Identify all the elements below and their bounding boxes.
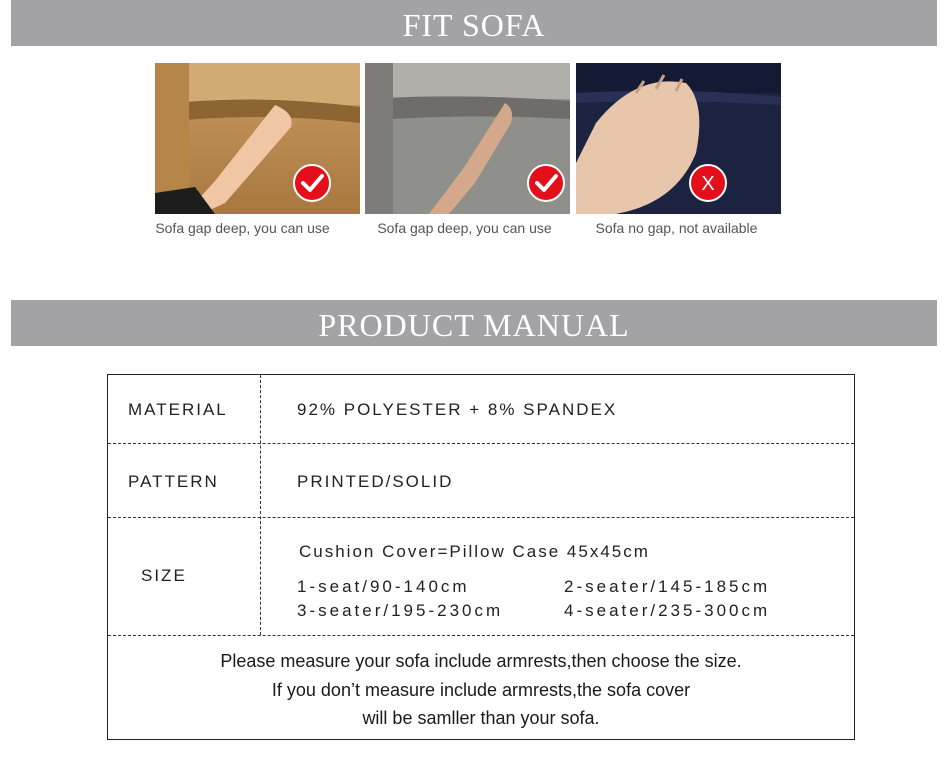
fit-example-photo-3: [576, 63, 781, 214]
fit-sofa-banner: [11, 0, 937, 46]
row-divider: [108, 635, 854, 636]
measure-note-line-1: Please measure your sofa include armrests,then choose the size.: [220, 651, 742, 671]
fit-caption-1: Sofa gap deep, you can use: [155, 220, 330, 236]
check-icon: [293, 164, 331, 202]
fit-example-photo-1: [155, 63, 360, 214]
column-divider: [260, 375, 261, 635]
cushion-size: Cushion Cover=Pillow Case 45x45cm: [299, 542, 650, 561]
svg-text:X: X: [701, 173, 715, 195]
check-icon: [527, 164, 565, 202]
size-option: 1-seat/90-140cm: [297, 577, 470, 596]
pattern-value: PRINTED/SOLID: [297, 472, 454, 491]
material-label: MATERIAL: [128, 400, 228, 419]
fit-sofa-title: FIT SOFA: [402, 7, 546, 43]
material-value: 92% POLYESTER + 8% SPANDEX: [297, 400, 618, 419]
row-divider: [108, 443, 854, 444]
size-option: 4-seater/235-300cm: [564, 601, 771, 620]
product-manual-table: [107, 374, 855, 740]
size-option: 3-seater/195-230cm: [297, 601, 504, 620]
size-option: 2-seater/145-185cm: [564, 577, 771, 596]
x-icon: [689, 164, 727, 202]
measure-note-line-2: If you don’t measure include armrests,the sofa cover: [271, 680, 691, 700]
fit-caption-3: Sofa no gap, not available: [595, 220, 758, 236]
fit-example-photo-2: [365, 63, 570, 214]
size-label: SIZE: [141, 566, 187, 585]
row-divider: [108, 517, 854, 518]
fit-caption-2: Sofa gap deep, you can use: [377, 220, 552, 236]
product-manual-title: PRODUCT MANUAL: [318, 307, 630, 343]
pattern-label: PATTERN: [128, 472, 219, 491]
measure-note-line-3: will be samller than your sofa.: [362, 708, 600, 728]
product-manual-banner: [11, 300, 937, 346]
